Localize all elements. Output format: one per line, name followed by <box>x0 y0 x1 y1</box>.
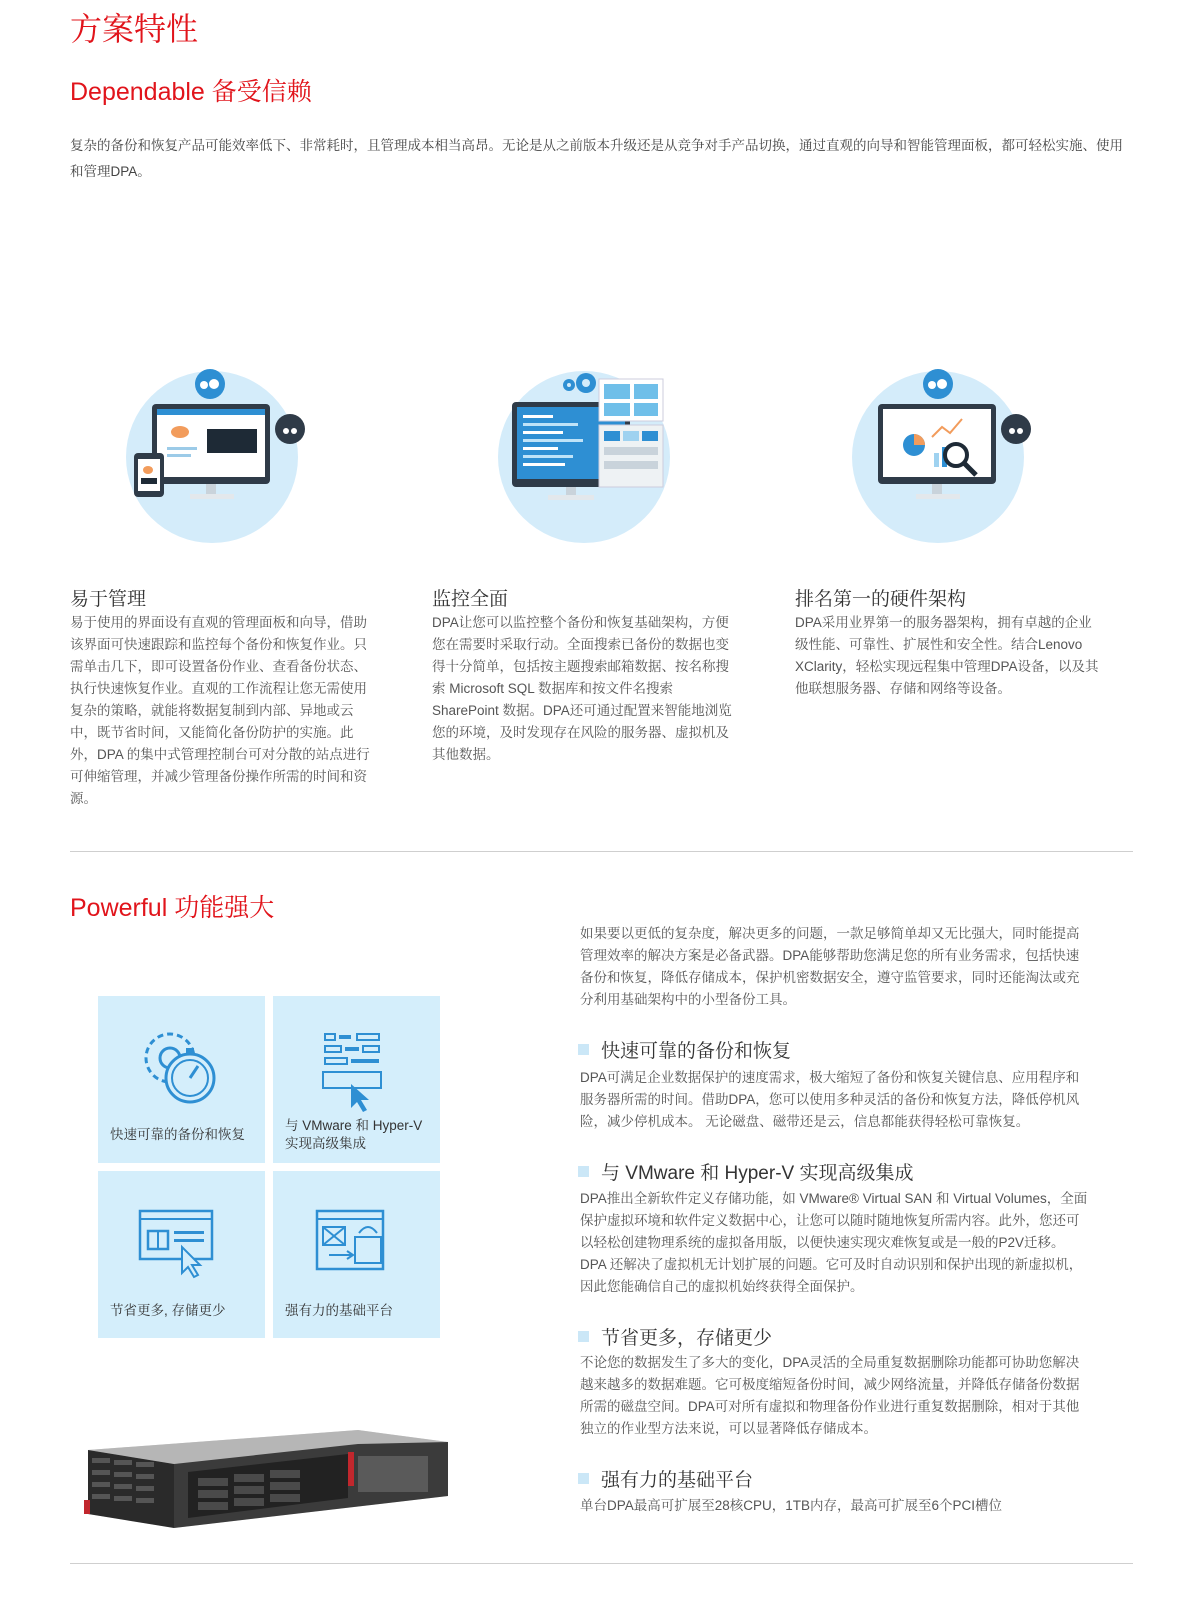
feature-title-hardware: 排名第一的硬件架构 <box>795 589 967 610</box>
bullet-title: 与 VMware 和 Hyper-V 实现高级集成 <box>601 1163 914 1184</box>
bottom-divider <box>70 1563 1133 1564</box>
dependable-title: Dependable 备受信赖 <box>70 78 312 106</box>
tile-vmware <box>273 996 440 1163</box>
feature-body-hardware: DPA采用业界第一的服务器架构，拥有卓越的企业级性能、可靠性、扩展性和安全性。结合Lenovo XClarity，轻松实现远程集中管理DPA设备，以及其他联想服务器、存储和网络等设备。 <box>795 615 1099 696</box>
bullet-square <box>578 1473 589 1484</box>
monitor-code-gear-icon <box>496 357 696 557</box>
transfer-platform-icon <box>315 1209 395 1281</box>
bullet-body-backup: DPA可满足企业数据保护的速度需求，极大缩短了备份和恢复关键信息、应用程序和服务器所需的时间。借助DPA，您可以使用多种灵活的备份和恢复方法，降低停机风险，减少停机成本。 无论磁盘、磁带还是云，信息都能获得轻松可靠恢复。 <box>580 1070 1080 1129</box>
bullet-body-storage: 不论您的数据发生了多大的变化，DPA灵活的全局重复数据删除功能都可协助您解决越来越多的数据难题。它可极度缩短备份时间，减少网络流量，并降低存储备份数据所需的磁盘空间。DPA可对所有虚拟和物理备份作业进行重复数据删除，相对于其他独立的作业型方法来说，可以显著降低存储成本。 <box>580 1355 1080 1436</box>
bullet-title: 强有力的基础平台 <box>601 1470 754 1491</box>
gift-browser-icon <box>138 1209 218 1281</box>
bullet-square <box>578 1331 589 1342</box>
feature-body-monitor: DPA让您可以监控整个备份和恢复基础架构，方便您在需要时采取行动。全面搜索已备份的数据也变得十分简单，包括按主题搜索邮箱数据、按名称搜索 Microsoft SQL 数据库和按文件名搜索 SharePoint 数据。DPA还可通过配置来智能地浏览您的环境，及时发现存在风险的服务器、虚拟机及其他数据。 <box>432 615 732 762</box>
powerful-intro: 如果要以更低的复杂度，解决更多的问题，一款足够简单却又无比强大，同时能提高管理效率的解决方案是必备武器。DPA能够帮助您满足您的所有业务需求，包括快速备份和恢复，降低存储成本，保护机密数据安全，遵守监管要求，同时还能淘汰或充分利用基础架构中的小型备份工具。 <box>580 926 1080 1007</box>
tile-label: 节省更多, 存储更少 <box>110 1303 226 1318</box>
dependable-intro: 复杂的备份和恢复产品可能效率低下、非常耗时，且管理成本相当高昂。无论是从之前版本升级还是从竞争对手产品切换，通过直观的向导和智能管理面板，都可轻松实施、使用和管理DPA。 <box>70 138 1123 179</box>
list-cursor-icon <box>321 1032 387 1116</box>
bullet-square <box>578 1044 589 1055</box>
feature-title-monitor: 监控全面 <box>432 589 509 610</box>
bullet-head-backup <box>578 1036 791 1063</box>
bullet-square <box>578 1166 589 1177</box>
powerful-title: Powerful 功能强大 <box>70 894 275 922</box>
bullet-title: 节省更多，存储更少 <box>601 1328 773 1349</box>
bullet-title: 快速可靠的备份和恢复 <box>601 1041 792 1062</box>
tile-save-storage <box>98 1171 265 1338</box>
section-divider <box>70 851 1133 852</box>
bullet-body-vmware: DPA推出全新软件定义存储功能，如 VMware® Virtual SAN 和 Virtual Volumes，全面保护虚拟环境和软件定义数据中心，让您可以随时随地恢复所需内容。此外，您还可以轻松创建物理系统的虚拟备用版，以便快速实现灾难恢复或是一般的P2V迁移。DPA 还解决了虚拟机无计划扩展的问题。它可及时自动识别和保护出现的新虚拟机，因此您能确信自己的虚拟机始终获得全面保护。 <box>580 1191 1088 1294</box>
tile-label: 与 VMware 和 Hyper-V 实现高级集成 <box>285 1118 423 1151</box>
bullet-head-vmware <box>578 1158 913 1185</box>
bullet-body-platform: 单台DPA最高可扩展至28核CPU，1TB内存，最高可扩展至6个PCI槽位 <box>580 1498 1003 1513</box>
tile-platform <box>273 1171 440 1338</box>
monitor-analytics-magnifier-icon <box>844 357 1044 557</box>
bullet-head-platform <box>578 1465 753 1492</box>
monitor-tablet-cloud-icon <box>112 357 312 557</box>
tile-backup-recovery <box>98 996 265 1163</box>
page-title: 方案特性 <box>70 11 199 47</box>
feature-body-manage: 易于使用的界面设有直观的管理面板和向导，借助该界面可快速跟踪和监控每个备份和恢复作业。只需单击几下，即可设置备份作业、查看备份状态、执行快速恢复作业。直观的工作流程让您无需使用复杂的策略，就能将数据复制到内部、异地或云中，既节省时间，又能简化备份防护的实施。此外，DPA 的集中式管理控制台可对分散的站点进行可伸缩管理，并减少管理备份操作所需的时间和资源。 <box>70 615 370 806</box>
bullet-head-storage <box>578 1323 772 1350</box>
stopwatch-gear-icon <box>138 1024 228 1114</box>
rack-server-icon <box>78 1428 458 1538</box>
tile-label: 强有力的基础平台 <box>285 1303 393 1318</box>
feature-title-manage: 易于管理 <box>70 589 147 610</box>
tile-label: 快速可靠的备份和恢复 <box>110 1127 245 1142</box>
